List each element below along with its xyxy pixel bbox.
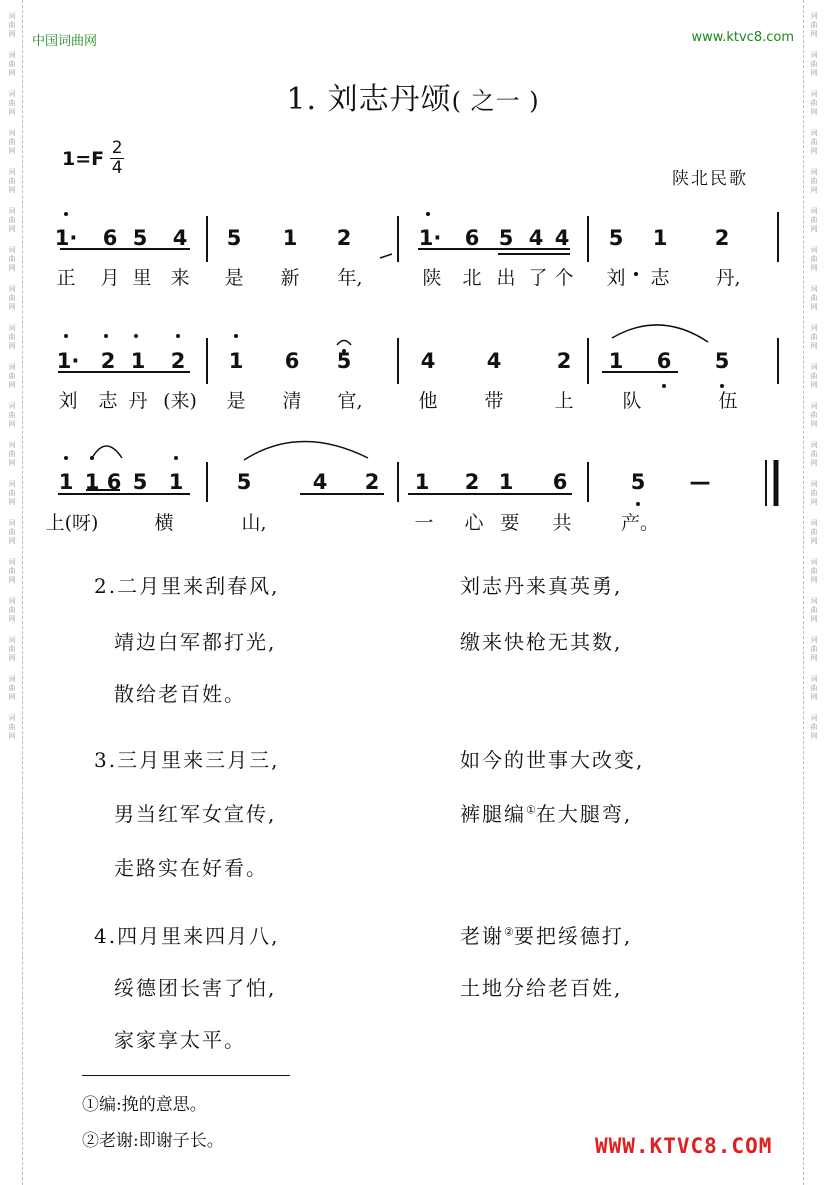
- note: 5: [132, 226, 148, 250]
- lyric: 刘: [58, 390, 78, 412]
- note: 2: [364, 470, 380, 494]
- lyric: 出: [496, 267, 516, 289]
- note: 2: [170, 349, 186, 373]
- side-watermark: 词 曲 网: [810, 129, 818, 155]
- lyric: 共: [552, 512, 572, 534]
- side-watermark: 词 曲 网: [810, 402, 818, 428]
- note: 4: [420, 349, 436, 373]
- lyric: 队: [622, 390, 642, 412]
- side-watermark: 词 曲 网: [8, 246, 16, 272]
- note: 4: [554, 226, 570, 250]
- lyric: (来): [163, 390, 197, 412]
- song-title-sub: ( 之一 ): [451, 87, 540, 115]
- side-watermark: 词 曲 网: [810, 714, 818, 740]
- note: 4: [172, 226, 188, 250]
- note: 2: [714, 226, 730, 250]
- note: 1: [130, 349, 146, 373]
- lyric: 新: [280, 267, 300, 289]
- side-watermark: 词 曲 网: [810, 168, 818, 194]
- lyric: 伍: [718, 390, 738, 412]
- note: 6: [102, 226, 118, 250]
- side-watermark: 词 曲 网: [8, 402, 16, 428]
- side-watermark: 词 曲 网: [810, 246, 818, 272]
- note: 4: [312, 470, 328, 494]
- note: 5: [608, 226, 624, 250]
- note: 5: [132, 470, 148, 494]
- side-watermark: 词 曲 网: [8, 519, 16, 545]
- note: 1: [228, 349, 244, 373]
- side-watermark: 词 曲 网: [8, 714, 16, 740]
- side-watermark: 词 曲 网: [810, 558, 818, 584]
- note: 1·: [418, 226, 442, 250]
- note: 1: [282, 226, 298, 250]
- lyric: 年,: [337, 267, 363, 289]
- footnote-divider: [82, 1075, 290, 1076]
- lyric: 心: [464, 512, 484, 534]
- verse-2-line-1: 2.二月里来刮春风,: [94, 574, 280, 598]
- lyric: 刘: [606, 267, 626, 289]
- lyric: 里: [132, 267, 152, 289]
- site-url-right[interactable]: www.ktvc8.com: [691, 30, 794, 45]
- side-watermark: 词 曲 网: [8, 207, 16, 233]
- lyric: 清: [282, 390, 302, 412]
- time-denominator: 4: [111, 158, 123, 178]
- lyric: 上: [554, 390, 574, 412]
- note: 6: [552, 470, 568, 494]
- side-watermark: 词 曲 网: [8, 636, 16, 662]
- side-watermark: 词 曲 网: [8, 12, 16, 38]
- verse-4-line-4: 土地分给老百姓,: [460, 976, 623, 1000]
- side-watermark: 词 曲 网: [8, 285, 16, 311]
- verse-4-line-2: 老谢②要把绥德打,: [460, 924, 633, 948]
- lyric: 来: [170, 267, 190, 289]
- side-watermark: 词 曲 网: [810, 12, 818, 38]
- lyric: 上(呀): [45, 512, 99, 534]
- lyric: 丹: [128, 390, 148, 412]
- side-watermark: 词 曲 网: [810, 207, 818, 233]
- site-name-left[interactable]: 中国词曲网: [32, 34, 98, 49]
- note: 1: [58, 470, 74, 494]
- note: 1: [414, 470, 430, 494]
- lyric: 志: [650, 267, 670, 289]
- side-watermark: 词 曲 网: [810, 519, 818, 545]
- side-watermark: 词 曲 网: [8, 675, 16, 701]
- time-numerator: 2: [111, 138, 123, 158]
- lyric: 是: [226, 390, 246, 412]
- note: 4: [528, 226, 544, 250]
- song-source: 陕北民歌: [672, 169, 748, 189]
- lyric: 月: [100, 267, 120, 289]
- lyric: 产。: [620, 512, 660, 534]
- note: 4: [486, 349, 502, 373]
- side-watermark: 词 曲 网: [8, 129, 16, 155]
- note: 1: [168, 470, 184, 494]
- note: 1: [84, 470, 100, 494]
- note: 5: [236, 470, 252, 494]
- note: 2: [464, 470, 480, 494]
- note: 6: [284, 349, 300, 373]
- side-watermark: 词 曲 网: [810, 363, 818, 389]
- note: 5: [226, 226, 242, 250]
- side-watermark: 词 曲 网: [8, 597, 16, 623]
- note: 1·: [56, 349, 80, 373]
- verse-4-line-1: 4.四月里来四月八,: [94, 924, 280, 948]
- side-watermark: 词 曲 网: [8, 480, 16, 506]
- note: 5: [714, 349, 730, 373]
- note: 5: [336, 349, 352, 373]
- side-watermark: 词 曲 网: [810, 90, 818, 116]
- lyric: 志: [98, 390, 118, 412]
- side-watermark: 词 曲 网: [810, 597, 818, 623]
- lyric: 个: [554, 267, 574, 289]
- lyric: 山,: [241, 512, 267, 534]
- note: 5: [498, 226, 514, 250]
- verse-2-line-3: 靖边白军都打光,: [114, 630, 277, 654]
- verse-3-line-3: 男当红军女宣传,: [114, 802, 277, 826]
- note: 6: [106, 470, 122, 494]
- side-watermark: 词 曲 网: [810, 324, 818, 350]
- lyric: 官,: [337, 390, 363, 412]
- note: 5: [630, 470, 646, 494]
- lyric: 正: [56, 267, 76, 289]
- footnote-2: ②老谢:即谢子长。: [82, 1131, 224, 1151]
- side-watermark: 词 曲 网: [8, 363, 16, 389]
- note: 2: [336, 226, 352, 250]
- verse-2-line-4: 缴来快枪无其数,: [460, 630, 623, 654]
- lyric: 是: [224, 267, 244, 289]
- side-watermark: 词 曲 网: [810, 636, 818, 662]
- lyric: 了: [528, 267, 548, 289]
- side-watermark: 词 曲 网: [810, 675, 818, 701]
- side-watermark: 词 曲 网: [8, 90, 16, 116]
- note: 1: [608, 349, 624, 373]
- lyric: 他: [418, 390, 438, 412]
- side-watermark: 词 曲 网: [8, 441, 16, 467]
- side-watermark: 词 曲 网: [8, 558, 16, 584]
- side-watermark: 词 曲 网: [810, 51, 818, 77]
- side-watermark: 词 曲 网: [810, 285, 818, 311]
- verse-2-line-2: 刘志丹来真英勇,: [460, 574, 623, 598]
- lyric: 丹,: [715, 267, 741, 289]
- note: 1·: [54, 226, 78, 250]
- lyric: 北: [462, 267, 482, 289]
- lyric: 一: [414, 512, 434, 534]
- verse-3-line-1: 3.三月里来三月三,: [94, 748, 280, 772]
- note: —: [689, 470, 711, 494]
- song-title-main: 1. 刘志丹颂: [286, 82, 452, 117]
- note: 6: [656, 349, 672, 373]
- side-watermark: 词 曲 网: [810, 480, 818, 506]
- note: 6: [464, 226, 480, 250]
- lyric: 带: [484, 390, 504, 412]
- verse-4-line-3: 绥德团长害了怕,: [114, 976, 277, 1000]
- side-watermark: 词 曲 网: [8, 51, 16, 77]
- lyric: 陕: [422, 267, 442, 289]
- verse-3-line-4: 裤腿编①在大腿弯,: [460, 802, 633, 826]
- brand-watermark[interactable]: WWW.KTVC8.COM: [595, 1134, 773, 1158]
- verse-4-line-5: 家家享太平。: [114, 1028, 246, 1052]
- verse-3-line-5: 走路实在好看。: [114, 856, 268, 880]
- side-watermark: 词 曲 网: [8, 168, 16, 194]
- note: 2: [100, 349, 116, 373]
- footnote-1: ①编:挽的意思。: [82, 1095, 207, 1115]
- note: 1: [652, 226, 668, 250]
- verse-2-line-5: 散给老百姓。: [114, 682, 246, 706]
- key-label: 1=F: [62, 147, 105, 170]
- lyric: 要: [500, 512, 520, 534]
- side-watermark: 词 曲 网: [8, 324, 16, 350]
- verse-3-line-2: 如今的世事大改变,: [460, 748, 645, 772]
- side-watermark: 词 曲 网: [810, 441, 818, 467]
- note: 1: [498, 470, 514, 494]
- lyric: 横: [154, 512, 174, 534]
- note: 2: [556, 349, 572, 373]
